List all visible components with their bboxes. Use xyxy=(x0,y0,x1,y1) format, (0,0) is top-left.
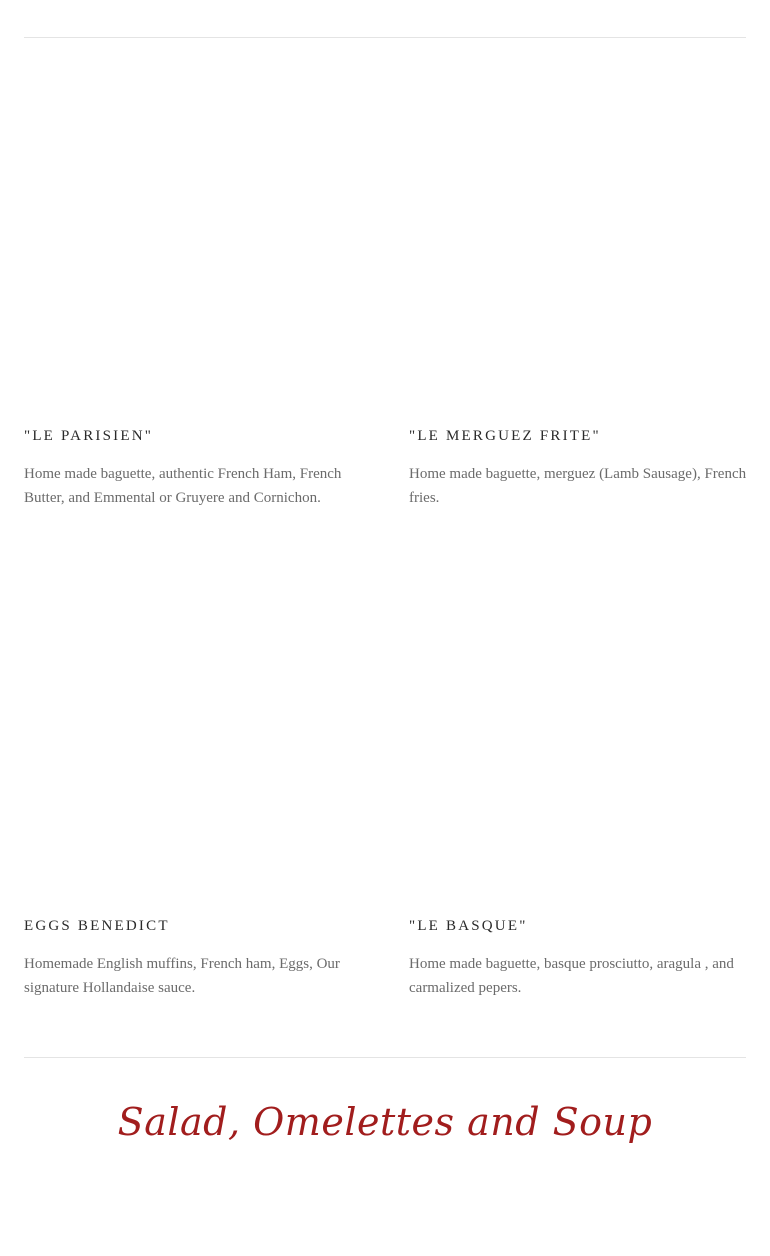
menu-item-image xyxy=(409,60,746,390)
menu-item-title: "LE BASQUE" xyxy=(409,918,528,934)
section-divider-top xyxy=(24,37,746,38)
menu-item-description: Homemade English muffins, French ham, Eggs, Our signature Hollandaise sauce. xyxy=(24,956,340,996)
menu-item-image xyxy=(24,60,361,390)
menu-item-image xyxy=(409,550,746,880)
menu-item-title: EGGS BENEDICT xyxy=(24,918,170,934)
section-heading: Salad, Omelettes and Soup xyxy=(117,1100,653,1144)
menu-item-description: Home made baguette, basque prosciutto, aragula , and carmalized pepers. xyxy=(409,956,734,996)
section-divider-bottom xyxy=(24,1057,746,1058)
menu-item-description: Home made baguette, merguez (Lamb Sausage), French fries. xyxy=(409,466,747,506)
menu-item-description: Home made baguette, authentic French Ham, French Butter, and Emmental or Gruyere and Cornichon. xyxy=(24,466,342,506)
menu-item-title: "LE MERGUEZ FRITE" xyxy=(409,428,601,444)
menu-item-title: "LE PARISIEN" xyxy=(24,428,154,444)
menu-item-image xyxy=(24,550,361,880)
